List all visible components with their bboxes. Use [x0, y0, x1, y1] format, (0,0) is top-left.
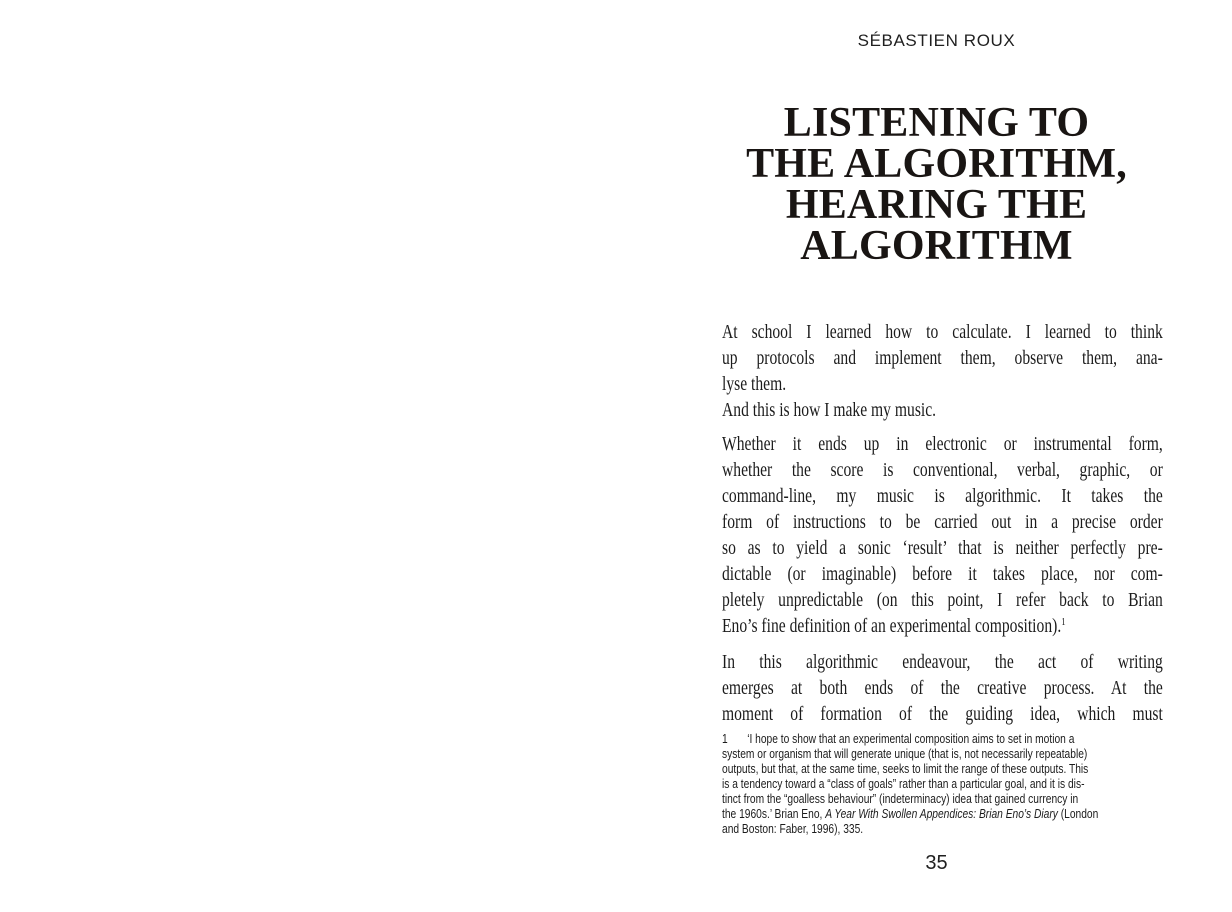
- footnote-text: the 1960s.’ Brian Eno,: [722, 806, 826, 821]
- paragraph-4: [722, 650, 1163, 728]
- footnote-line: [722, 731, 1163, 746]
- body-line: [722, 614, 1163, 642]
- footnote-line: is a tendency toward a “class of goals” rather than a particular goal, and it is dis-: [722, 776, 1085, 791]
- footnote-reference-superscript: 1: [1061, 616, 1066, 628]
- body-text: [722, 320, 1163, 728]
- body-line: dictable (or imaginable) before it takes place, nor com-: [722, 564, 1163, 585]
- body-line: lyse them.: [722, 374, 787, 395]
- body-line: pletely unpredictable (on this point, I refer back to Brian: [722, 590, 1163, 611]
- body-line: Whether it ends up in electronic or instrumental form,: [722, 434, 1163, 455]
- footnote-line: and Boston: Faber, 1996), 335.: [722, 821, 864, 836]
- footnote-line: [722, 806, 1163, 821]
- chapter-title: [716, 100, 1157, 269]
- paragraph-3: [722, 432, 1163, 642]
- body-line: At school I learned how to calculate. I learned to think: [722, 322, 1163, 343]
- author-header: SÉBASTIEN ROUX: [857, 31, 1016, 50]
- title-line-2: THE ALGORITHM,: [746, 141, 1127, 187]
- title-line-3: HEARING THE: [785, 182, 1088, 228]
- footnote-line: system or organism that will generate unique (that is, not necessarily repeatable): [722, 746, 1088, 761]
- body-line: In this algorithmic endeavour, the act of writing: [722, 652, 1163, 673]
- right-page: [722, 0, 1163, 912]
- body-line-text: Eno’s fine definition of an experimental composition).: [722, 616, 1062, 637]
- body-line: form of instructions to be carried out in a precise order: [722, 512, 1163, 533]
- footnote-marker: 1: [722, 731, 728, 746]
- footnote-book-title: A Year With Swollen Appendices: Brian Eno’s Diary: [825, 806, 1058, 821]
- footnote-line: tinct from the “goalless behaviour” (indeterminacy) idea that gained currency in: [722, 791, 1079, 806]
- title-line-1: LISTENING TO: [783, 100, 1090, 146]
- footnote-text: (London: [1057, 806, 1099, 821]
- paragraph-2: [722, 398, 1163, 424]
- body-line: so as to yield a sonic ‘result’ that is neither perfectly pre-: [722, 538, 1163, 559]
- body-line: whether the score is conventional, verbal, graphic, or: [722, 460, 1163, 481]
- body-line: up protocols and implement them, observe them, ana-: [722, 348, 1163, 369]
- body-line: command-line, my music is algorithmic. It takes the: [722, 486, 1163, 507]
- footnote: [722, 731, 1163, 836]
- body-line: And this is how I make my music.: [722, 400, 937, 421]
- footnote-text: ‘I hope to show that an experimental composition aims to set in motion a: [747, 731, 1075, 746]
- body-line: emerges at both ends of the creative process. At the: [722, 678, 1163, 699]
- page-number: 35: [925, 852, 948, 874]
- body-line: moment of formation of the guiding idea, which must: [722, 704, 1163, 725]
- paragraph-1: [722, 320, 1163, 398]
- footnote-line: outputs, but that, at the same time, seeks to limit the range of these outputs. This: [722, 761, 1089, 776]
- title-line-4: ALGORITHM: [800, 223, 1073, 269]
